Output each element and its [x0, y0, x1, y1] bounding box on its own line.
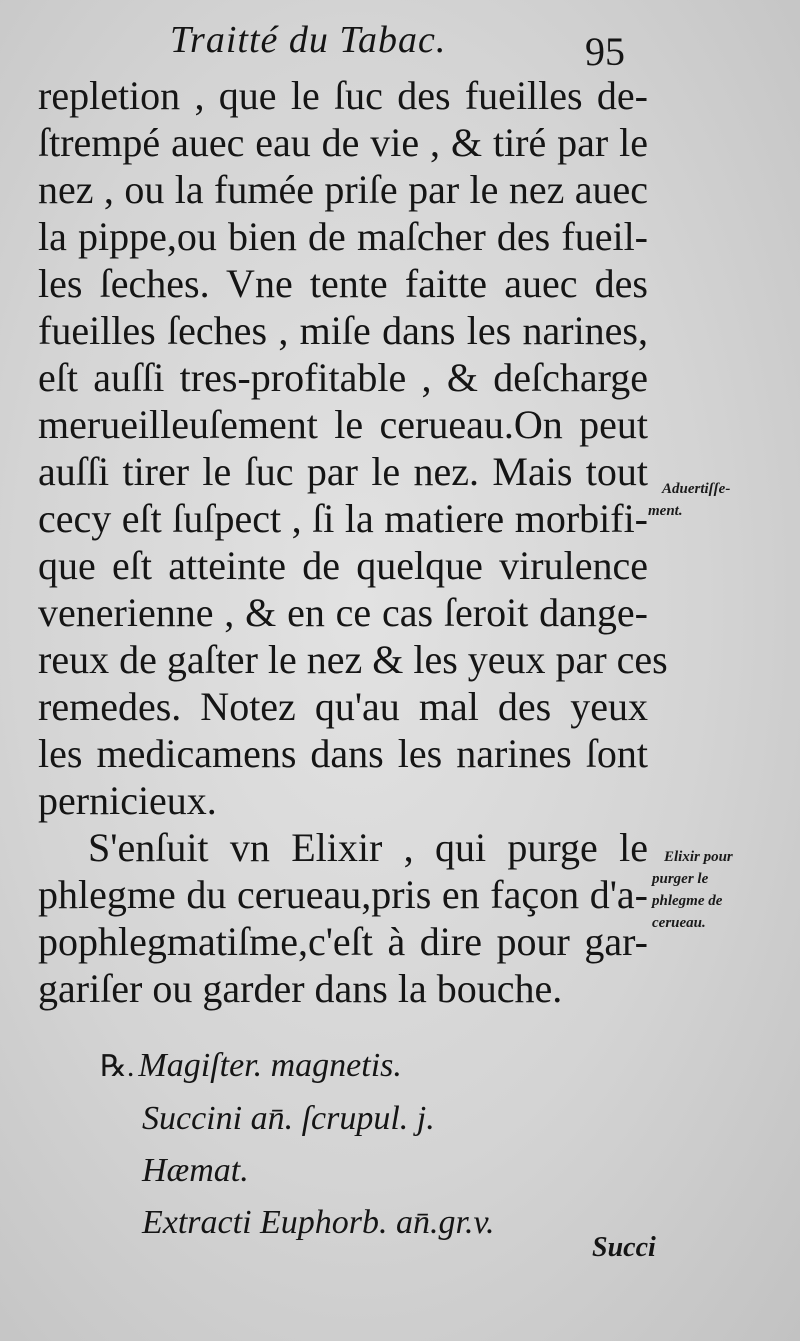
text-line: gariſer ou garder dans la bouche.	[38, 966, 563, 1011]
text-line: pophlegmatiſme,c'eſt à dire pour gar-	[38, 919, 648, 964]
text-line: fueilles ſeches , miſe dans les narines,	[38, 308, 648, 353]
catchword: Succi	[592, 1232, 656, 1263]
rx-symbol: ℞.	[100, 1050, 135, 1083]
margin-note-line: cerueau.	[652, 915, 706, 931]
text-line: phlegme du cerueau,pris en façon d'a-	[38, 872, 648, 917]
text-line: auſſi tirer le ſuc par le nez. Mais tout	[38, 449, 648, 494]
margin-note-line: ment.	[648, 503, 683, 519]
text-line: les ſeches. Vne tente faitte auec des	[38, 261, 648, 306]
page-number: 95	[585, 29, 625, 74]
text-line: remedes. Notez qu'au mal des yeux	[38, 684, 648, 729]
margin-note-line: Elixir pour	[664, 849, 733, 865]
text-line: venerienne , & en ce cas ſeroit dange-	[38, 590, 648, 635]
text-line: merueilleuſement le cerueau.On peut	[38, 402, 648, 447]
page-header	[0, 14, 800, 74]
recipe-line: Succini an̄. ſcrupul. j.	[142, 1100, 435, 1137]
text-line: ſtrempé auec eau de vie , & tiré par le	[38, 120, 648, 165]
text-line: S'enſuit vn Elixir , qui purge le	[88, 825, 648, 870]
prescription-block	[100, 1040, 560, 1249]
text-line: les medicamens dans les narines ſont	[38, 731, 648, 776]
running-title: Traitté du Tabac.	[170, 19, 447, 61]
margin-note-warning	[648, 478, 731, 522]
text-line: pernicieux.	[38, 778, 217, 823]
recipe-line	[100, 1040, 560, 1093]
text-line: eſt auſſi tres-profitable , & deſcharge	[38, 355, 648, 400]
main-text-block	[38, 72, 668, 1012]
recipe-line: Extracti Euphorb. an̄.gr.v.	[142, 1204, 495, 1241]
text-line: cecy eſt ſuſpect , ſi la matiere morbifi-	[38, 496, 648, 541]
recipe-ingredient: Magiſter. magnetis.	[138, 1047, 402, 1084]
text-line: la pippe,ou bien de maſcher des fueil-	[38, 214, 648, 259]
margin-note-line: Aduertiſſe-	[662, 481, 731, 497]
text-line: reux de gaſter le nez & les yeux par ces	[38, 637, 668, 682]
recipe-line: Hæmat.	[142, 1152, 249, 1189]
text-line: repletion , que le ſuc des fueilles de-	[38, 73, 648, 118]
margin-note-line: phlegme de	[652, 893, 723, 909]
margin-note-line: purger le	[652, 871, 709, 887]
margin-note-elixir	[652, 846, 733, 934]
text-line: nez , ou la fumée priſe par le nez auec	[38, 167, 648, 212]
text-line: que eſt atteinte de quelque virulence	[38, 543, 648, 588]
